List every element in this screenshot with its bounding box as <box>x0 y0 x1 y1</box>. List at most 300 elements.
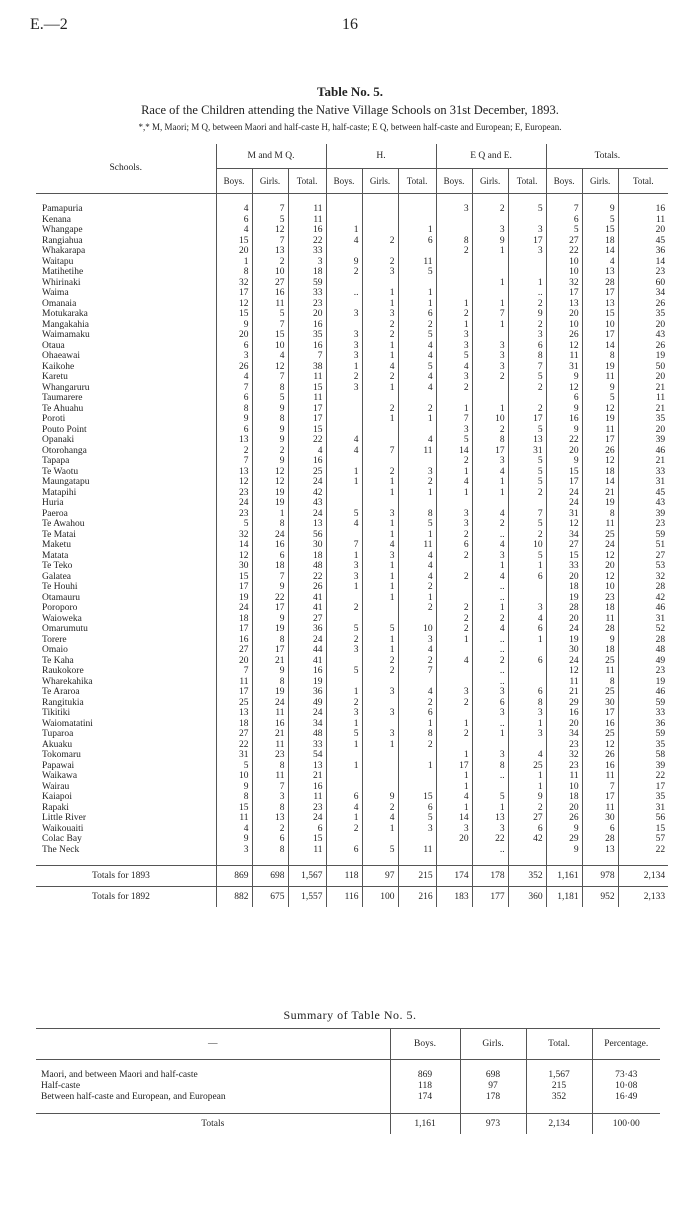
table-cell: 11 <box>618 393 668 404</box>
table-cell <box>326 299 362 310</box>
table-cell: 53 <box>618 561 668 572</box>
table-cell <box>398 456 436 467</box>
table-cell: 15 <box>582 309 618 320</box>
table-cell: 25 <box>582 656 618 667</box>
table-cell: 12 <box>582 404 618 415</box>
table-row <box>36 267 668 278</box>
table-cell: 17 <box>216 624 252 635</box>
table-cell <box>508 582 546 593</box>
table-cell: 14 <box>582 341 618 352</box>
table-cell: 13 <box>216 435 252 446</box>
table-cell: 21 <box>618 404 668 415</box>
table-cell: 1 <box>436 635 472 646</box>
table-cell: 6 <box>508 656 546 667</box>
table-cell: 9 <box>216 414 252 425</box>
table-cell: 2 <box>326 698 362 709</box>
table-cell: 10 <box>582 582 618 593</box>
table-cell: 1 <box>326 551 362 562</box>
table-cell: 3 <box>472 687 508 698</box>
table-cell: 56 <box>618 813 668 824</box>
summary-total-cell: 1,161 <box>390 1114 460 1135</box>
table-cell: 2 <box>508 320 546 331</box>
table-cell: 12 <box>252 467 288 478</box>
school-name: Kaikohe <box>42 361 75 372</box>
table-cell: 16 <box>618 204 668 215</box>
table-cell: 11 <box>618 215 668 226</box>
table-cell <box>436 393 472 404</box>
table-cell: 8 <box>252 845 288 856</box>
table-cell: 41 <box>288 656 326 667</box>
table-row <box>36 593 668 604</box>
table-cell: 11 <box>252 299 288 310</box>
table-cell: 2 <box>362 803 398 814</box>
sub-header-girls: Girls. <box>252 169 288 194</box>
table-cell: 3 <box>472 824 508 835</box>
table-cell: 14 <box>436 446 472 457</box>
school-name: Poroti <box>42 414 66 424</box>
table-cell: 15 <box>288 425 326 436</box>
table-cell: 3 <box>472 750 508 761</box>
table-cell: 5 <box>362 845 398 856</box>
table-cell: 6 <box>326 792 362 803</box>
table-cell <box>326 404 362 415</box>
table-cell: 1 <box>326 761 362 772</box>
table-cell <box>362 456 398 467</box>
table-cell: 3 <box>472 362 508 373</box>
table-cell: 10 <box>472 414 508 425</box>
table-cell: 8 <box>582 351 618 362</box>
school-name: Huria <box>42 498 64 508</box>
table-cell: 33 <box>288 288 326 299</box>
table-cell: 4 <box>472 624 508 635</box>
table-cell: 8 <box>582 677 618 688</box>
school-name: Omarumutu <box>42 624 88 634</box>
table-cell: 6 <box>398 236 436 247</box>
table-cell <box>326 593 362 604</box>
summary-row-label: Half-caste <box>41 1081 81 1091</box>
table-title: Table No. 5. <box>317 84 383 99</box>
table-cell: 31 <box>546 509 582 520</box>
table-cell: 9 <box>472 236 508 247</box>
table-cell: 24 <box>288 708 326 719</box>
table-cell: 2 <box>436 698 472 709</box>
table-cell: 20 <box>618 425 668 436</box>
table-cell: 1 <box>508 278 546 289</box>
table-cell: 18 <box>216 719 252 730</box>
table-cell: 1 <box>472 561 508 572</box>
school-name: Te Awahou <box>42 519 85 529</box>
table-cell: 16 <box>252 288 288 299</box>
table-cell: 17 <box>582 330 618 341</box>
table-cell: 17 <box>216 687 252 698</box>
table-row <box>36 645 668 656</box>
table-cell: 12 <box>216 299 252 310</box>
table-cell: 13 <box>216 708 252 719</box>
table-cell <box>508 267 546 278</box>
table-cell: 39 <box>618 761 668 772</box>
table-cell: 100 <box>362 887 398 908</box>
table-cell: 4 <box>216 372 252 383</box>
table-cell: 2 <box>398 320 436 331</box>
table-cell: 19 <box>216 593 252 604</box>
table-cell: 3 <box>362 309 398 320</box>
table-cell: 27 <box>508 813 546 824</box>
table-cell <box>362 393 398 404</box>
table-cell: 1 <box>362 593 398 604</box>
table-cell: 9 <box>252 435 288 446</box>
table-cell: 36 <box>288 687 326 698</box>
school-name: Waitapu <box>42 256 74 267</box>
table-cell: 27 <box>546 540 582 551</box>
table-cell: .. <box>472 677 508 688</box>
table-cell: 952 <box>582 887 618 908</box>
spacer-row <box>36 855 668 866</box>
table-cell: 4 <box>398 341 436 352</box>
table-cell: 10 <box>546 320 582 331</box>
table-cell <box>398 677 436 688</box>
table-cell: 24 <box>288 477 326 488</box>
school-name: The Neck <box>42 844 80 855</box>
table-row <box>36 551 668 562</box>
table-legend: *,* M, Maori; M Q, between Maori and half-caste H, half-caste; E Q, between half-caste and European; E, European. <box>138 122 562 132</box>
table-cell: 8 <box>252 635 288 646</box>
school-name: Matihetihe <box>42 267 84 277</box>
table-cell: 3 <box>326 708 362 719</box>
table-cell: 48 <box>288 729 326 740</box>
table-cell: 28 <box>582 278 618 289</box>
table-cell: 11 <box>252 771 288 782</box>
table-cell <box>472 288 508 299</box>
table-cell: 3 <box>326 309 362 320</box>
school-name: Tikitiki <box>42 708 71 718</box>
table-cell: 3 <box>436 824 472 835</box>
table-cell <box>508 215 546 226</box>
table-cell: 27 <box>252 278 288 289</box>
table-cell: 18 <box>546 792 582 803</box>
table-cell: 7 <box>508 362 546 373</box>
table-cell: 14 <box>582 246 618 257</box>
table-cell: 20 <box>288 309 326 320</box>
table-cell: 6 <box>508 687 546 698</box>
table-cell: 20 <box>216 246 252 257</box>
table-cell: 28 <box>582 834 618 845</box>
summary-header-percentage: Percentage. <box>592 1029 660 1060</box>
sub-header-boys: Boys. <box>436 169 472 194</box>
table-cell: 4 <box>288 446 326 457</box>
table-cell: 13 <box>546 299 582 310</box>
table-cell: 1 <box>436 320 472 331</box>
summary-total-cell: 100·00 <box>592 1114 660 1135</box>
table-cell: 15 <box>288 834 326 845</box>
school-name: Otamauru <box>42 592 80 603</box>
table-cell: 7 <box>216 666 252 677</box>
table-cell: 6 <box>546 393 582 404</box>
table-cell: 2 <box>252 446 288 457</box>
table-cell: 17 <box>216 582 252 593</box>
table-cell: 9 <box>546 456 582 467</box>
table-cell: 1 <box>398 530 436 541</box>
table-cell <box>326 393 362 404</box>
table-cell: 11 <box>252 740 288 751</box>
table-cell: 6 <box>508 572 546 583</box>
table-cell: 1 <box>472 803 508 814</box>
table-cell: .. <box>326 288 362 299</box>
school-name: Little River <box>42 813 87 823</box>
table-cell: 2,134 <box>618 866 668 887</box>
table-cell <box>398 278 436 289</box>
table-cell: 26 <box>582 750 618 761</box>
table-cell: 869 <box>216 866 252 887</box>
table-cell: 1 <box>436 750 472 761</box>
table-cell: 11 <box>398 446 436 457</box>
table-cell <box>362 215 398 226</box>
table-cell: 22 <box>546 435 582 446</box>
table-cell: 1 <box>508 771 546 782</box>
table-cell: 15 <box>216 803 252 814</box>
table-cell: 4 <box>398 572 436 583</box>
table-cell: 1 <box>436 404 472 415</box>
table-cell: 2 <box>216 446 252 457</box>
school-name: Galatea <box>42 571 72 582</box>
table-cell: 3 <box>508 729 546 740</box>
table-cell: 1 <box>326 687 362 698</box>
table-cell: 43 <box>288 498 326 509</box>
table-cell: 8 <box>472 761 508 772</box>
table-cell: 26 <box>546 330 582 341</box>
table-cell: 32 <box>618 572 668 583</box>
table-cell: 2 <box>472 204 508 215</box>
table-cell: 11 <box>288 845 326 856</box>
table-cell <box>508 593 546 604</box>
school-name: Whirinaki <box>42 277 81 288</box>
table-cell: 1 <box>472 477 508 488</box>
table-cell: 32 <box>546 278 582 289</box>
table-row <box>36 467 668 478</box>
table-cell: 12 <box>252 225 288 236</box>
table-cell: 23 <box>288 803 326 814</box>
table-cell: 9 <box>252 404 288 415</box>
table-cell: 3 <box>326 645 362 656</box>
table-row <box>36 257 668 268</box>
table-cell: 1 <box>398 414 436 425</box>
table-cell: 50 <box>618 362 668 373</box>
table-cell: 3 <box>288 257 326 268</box>
table-cell: 15 <box>288 383 326 394</box>
table-cell: 39 <box>618 509 668 520</box>
table-row <box>36 362 668 373</box>
table-cell: 18 <box>288 551 326 562</box>
table-cell: 21 <box>618 456 668 467</box>
table-cell: 18 <box>252 561 288 572</box>
table-cell: 5 <box>326 729 362 740</box>
table-cell: 2 <box>362 404 398 415</box>
table-cell: 20 <box>546 572 582 583</box>
table-cell: 13 <box>582 845 618 856</box>
summary-cell: 215 <box>526 1081 592 1092</box>
table-cell <box>362 677 398 688</box>
table-cell: 21 <box>582 488 618 499</box>
table-cell: 3 <box>326 341 362 352</box>
table-cell <box>326 530 362 541</box>
table-cell: 24 <box>288 813 326 824</box>
table-cell: 11 <box>398 540 436 551</box>
table-cell <box>326 656 362 667</box>
table-cell: 10 <box>216 771 252 782</box>
table-cell: 6 <box>582 824 618 835</box>
table-cell: 6 <box>398 309 436 320</box>
table-row <box>36 456 668 467</box>
table-cell: 20 <box>582 561 618 572</box>
table-cell: 35 <box>618 792 668 803</box>
table-cell: 49 <box>618 656 668 667</box>
table-cell: 7 <box>252 572 288 583</box>
table-row <box>36 204 668 215</box>
table-cell: 1 <box>362 530 398 541</box>
table-cell: 2 <box>398 404 436 415</box>
table-cell: 5 <box>508 204 546 215</box>
table-cell: 17 <box>582 288 618 299</box>
table-cell <box>398 750 436 761</box>
table-cell: 49 <box>288 698 326 709</box>
table-cell: 23 <box>582 593 618 604</box>
table-cell: 5 <box>508 467 546 478</box>
table-cell <box>508 677 546 688</box>
table-cell: 3 <box>398 824 436 835</box>
table-cell: 9 <box>508 792 546 803</box>
school-name: Poroporo <box>42 603 78 613</box>
table-cell: 31 <box>618 803 668 814</box>
table-cell: 9 <box>546 824 582 835</box>
table-cell: 24 <box>252 530 288 541</box>
table-cell: 22 <box>546 246 582 257</box>
table-cell <box>326 677 362 688</box>
table-cell: 3 <box>216 351 252 362</box>
school-name: Waiomatatini <box>42 718 93 729</box>
table-cell: 54 <box>288 750 326 761</box>
table-cell: 1 <box>398 288 436 299</box>
table-cell: 26 <box>216 362 252 373</box>
table-cell: 116 <box>326 887 362 908</box>
table-cell: 3 <box>362 551 398 562</box>
table-cell: 5 <box>546 225 582 236</box>
table-cell: 15 <box>398 792 436 803</box>
table-cell: 5 <box>582 215 618 226</box>
table-cell <box>436 278 472 289</box>
table-cell: 2 <box>436 729 472 740</box>
table-cell: 2 <box>326 603 362 614</box>
table-cell <box>436 561 472 572</box>
table-cell: 15 <box>216 309 252 320</box>
table-cell: 10 <box>582 320 618 331</box>
summary-cell: 73·43 <box>592 1070 660 1081</box>
table-cell: 27 <box>546 236 582 247</box>
table-cell <box>326 750 362 761</box>
table-cell: 6 <box>252 551 288 562</box>
table-cell: 19 <box>252 687 288 698</box>
table-cell: 19 <box>252 488 288 499</box>
table-cell: .. <box>508 288 546 299</box>
table-cell: 22 <box>472 834 508 845</box>
table-row <box>36 404 668 415</box>
summary-totals-row <box>36 1114 660 1135</box>
table-cell: 10 <box>546 782 582 793</box>
table-cell <box>398 246 436 257</box>
table-cell: 698 <box>252 866 288 887</box>
table-cell: 9 <box>252 614 288 625</box>
table-cell: 29 <box>546 834 582 845</box>
table-cell: 12 <box>252 362 288 373</box>
summary-cell: 97 <box>460 1081 526 1092</box>
table-cell: 5 <box>398 362 436 373</box>
table-cell: 10 <box>252 267 288 278</box>
group-header-mmq: M and M Q. <box>216 144 326 169</box>
table-row <box>36 624 668 635</box>
table-cell: 4 <box>326 236 362 247</box>
summary-cell: 698 <box>460 1070 526 1081</box>
table-row <box>36 740 668 751</box>
table-cell: 12 <box>546 341 582 352</box>
table-cell: 3 <box>398 635 436 646</box>
table-cell: 13 <box>252 813 288 824</box>
table-cell: 46 <box>618 446 668 457</box>
table-cell: 3 <box>326 383 362 394</box>
table-cell: 216 <box>398 887 436 908</box>
table-cell: 10 <box>508 540 546 551</box>
table-cell: 30 <box>288 540 326 551</box>
table-cell: 1 <box>362 645 398 656</box>
table-cell: 8 <box>216 267 252 278</box>
table-cell: 24 <box>288 509 326 520</box>
table-cell: 1,567 <box>288 866 326 887</box>
table-cell: 6 <box>508 341 546 352</box>
school-name: Opanaki <box>42 435 75 445</box>
table-cell: 3 <box>362 267 398 278</box>
table-cell: 33 <box>618 467 668 478</box>
table-cell: 6 <box>252 834 288 845</box>
summary-cell: 118 <box>390 1081 460 1092</box>
table-cell <box>362 750 398 761</box>
table-row <box>36 687 668 698</box>
table-row <box>36 813 668 824</box>
table-cell: 2 <box>362 656 398 667</box>
table-cell: 183 <box>436 887 472 908</box>
school-name: Taumarere <box>42 393 83 403</box>
table-cell: 4 <box>326 519 362 530</box>
table-cell: 5 <box>508 456 546 467</box>
school-name: Rangitukia <box>42 697 84 708</box>
table-cell: 9 <box>252 666 288 677</box>
table-cell: 44 <box>288 645 326 656</box>
table-cell: 12 <box>546 383 582 394</box>
school-name: Mangakahia <box>42 319 89 330</box>
table-cell: 8 <box>398 729 436 740</box>
table-cell: 1 <box>398 225 436 236</box>
table-cell: 1 <box>362 635 398 646</box>
summary-cell: 178 <box>460 1092 526 1103</box>
table-cell: 3 <box>472 708 508 719</box>
table-cell: .. <box>472 593 508 604</box>
table-cell: 32 <box>546 750 582 761</box>
table-cell: 20 <box>216 656 252 667</box>
table-cell: 4 <box>472 540 508 551</box>
table-cell: 17 <box>546 477 582 488</box>
table-cell: 3 <box>472 341 508 352</box>
table-cell: 3 <box>436 330 472 341</box>
summary-row-label: Maori, and between Maori and half-caste <box>41 1070 198 1080</box>
table-cell <box>508 845 546 856</box>
table-cell: 33 <box>546 561 582 572</box>
table-cell: 2 <box>472 614 508 625</box>
